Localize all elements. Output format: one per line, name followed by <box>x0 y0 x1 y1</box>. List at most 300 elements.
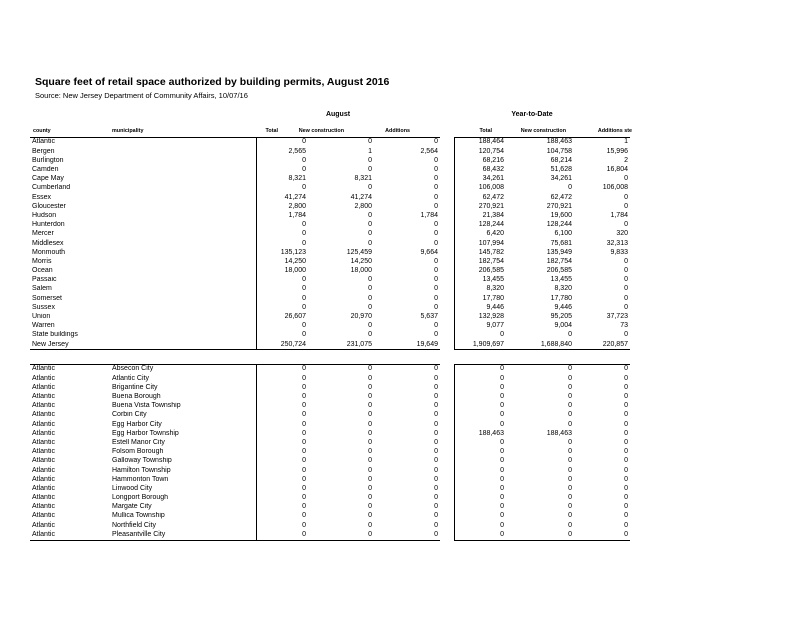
august-total-cell: 14,250 <box>284 257 306 265</box>
municipality-cell: Folsom Borough <box>110 448 256 457</box>
ytd-new-construction-cell: 135,949 <box>546 248 572 256</box>
county-row <box>30 138 630 148</box>
municipality-table <box>30 364 630 541</box>
ytd-total-cell: 0 <box>454 503 506 512</box>
county-cell: Gloucester <box>32 202 66 210</box>
county-cell: Atlantic <box>32 521 55 529</box>
ytd-total-cell: 21,384 <box>454 212 506 221</box>
august-total-cell: 0 <box>302 411 306 419</box>
municipality-row <box>30 365 630 375</box>
county-cell: Salem <box>32 285 52 293</box>
county-cell: Atlantic <box>32 448 55 456</box>
municipality-cell <box>110 257 256 266</box>
ytd-total-cell: 34,261 <box>454 175 506 184</box>
august-new-construction-cell: 0 <box>368 521 372 529</box>
ytd-new-construction-cell: 0 <box>568 484 572 492</box>
municipality-row <box>30 448 630 457</box>
ytd-additions-cell: 73 <box>620 322 628 330</box>
report-title: Square feet of retail space authorized by building permits, August 2016 <box>35 76 390 88</box>
county-cell: Bergen <box>32 147 55 155</box>
column-gap <box>440 156 454 165</box>
august-total-cell: 0 <box>302 239 306 247</box>
ytd-additions-cell: 0 <box>624 429 628 437</box>
august-new-construction-cell: 0 <box>368 184 372 192</box>
county-cell: Union <box>32 313 51 321</box>
ytd-additions-cell: 0 <box>624 193 628 201</box>
august-new-construction-cell: 0 <box>368 457 372 465</box>
county-cell: Hunterdon <box>32 221 65 229</box>
municipality-row <box>30 393 630 402</box>
august-additions-cell: 0 <box>434 429 438 437</box>
august-total-cell: 0 <box>302 420 306 428</box>
august-new-construction-cell: 0 <box>368 221 372 229</box>
ytd-total-cell: 145,782 <box>454 248 506 257</box>
august-total-cell: 0 <box>302 156 306 164</box>
ytd-total-cell: 0 <box>454 484 506 493</box>
ytd-new-construction-cell: 17,780 <box>550 294 572 302</box>
municipality-cell <box>110 313 256 322</box>
ytd-total-cell: 13,455 <box>454 276 506 285</box>
august-total-cell: 0 <box>302 184 306 192</box>
county-cell: Atlantic <box>32 475 55 483</box>
municipality-row <box>30 512 630 521</box>
ytd-new-construction-cell: 128,244 <box>546 221 572 229</box>
august-new-construction-cell: 0 <box>368 420 372 428</box>
august-additions-cell: 0 <box>434 411 438 419</box>
county-cell: Atlantic <box>32 374 55 382</box>
ytd-new-construction-cell: 0 <box>568 466 572 474</box>
ytd-additions-cell: 0 <box>574 530 630 540</box>
august-additions-cell: 19,649 <box>374 340 440 350</box>
municipality-cell: Longport Borough <box>110 494 256 503</box>
county-cell: Atlantic <box>32 429 55 437</box>
august-new-construction-cell: 0 <box>308 138 374 148</box>
municipality-cell <box>110 212 256 221</box>
ytd-new-construction-cell: 0 <box>568 374 572 382</box>
column-gap <box>440 512 454 521</box>
august-total-cell: 0 <box>302 438 306 446</box>
ytd-total-cell: 0 <box>454 512 506 521</box>
august-total-cell: 0 <box>302 521 306 529</box>
column-gap <box>440 530 454 540</box>
ytd-total-cell: 0 <box>454 374 506 383</box>
august-total-cell: 0 <box>302 331 306 339</box>
ytd-additions-cell: 320 <box>616 230 628 238</box>
column-gap <box>440 212 454 221</box>
august-new-construction-cell: 0 <box>368 230 372 238</box>
august-total-cell: 0 <box>256 138 308 148</box>
august-new-construction-cell: 125,459 <box>346 248 372 256</box>
august-total-cell: 8,321 <box>288 175 306 183</box>
county-cell: Atlantic <box>32 512 55 520</box>
county-cell: Passaic <box>32 276 57 284</box>
august-total-cell: 0 <box>302 466 306 474</box>
ytd-additions-cell: 0 <box>624 221 628 229</box>
column-gap <box>440 503 454 512</box>
ytd-total-cell: 9,446 <box>454 303 506 312</box>
column-gap <box>440 494 454 503</box>
column-gap <box>440 285 454 294</box>
municipality-cell: Buena Borough <box>110 393 256 402</box>
august-new-construction-cell: 0 <box>368 303 372 311</box>
ytd-total-cell: 6,420 <box>454 230 506 239</box>
ytd-new-construction-cell: 104,758 <box>546 147 572 155</box>
column-gap <box>440 276 454 285</box>
august-new-construction-cell: 2,800 <box>354 202 372 210</box>
municipality-row <box>30 503 630 512</box>
column-gap <box>440 166 454 175</box>
august-total-cell: 0 <box>302 374 306 382</box>
ytd-new-construction-cell: 75,681 <box>550 239 572 247</box>
ytd-total-cell: 0 <box>454 466 506 475</box>
august-additions-cell: 0 <box>434 230 438 238</box>
august-total-cell: 0 <box>302 475 306 483</box>
column-header-ytd-new-construction: New construction <box>520 128 566 134</box>
county-table-body <box>30 138 630 350</box>
august-new-construction-cell: 20,970 <box>350 313 372 321</box>
county-cell: Atlantic <box>32 383 55 391</box>
ytd-new-construction-cell: 8,320 <box>554 285 572 293</box>
august-new-construction-cell: 0 <box>368 156 372 164</box>
municipality-cell <box>110 331 256 340</box>
municipality-row <box>30 484 630 493</box>
ytd-total-cell: 270,921 <box>454 202 506 211</box>
august-additions-cell: 0 <box>434 374 438 382</box>
ytd-additions-cell: 9,833 <box>610 248 628 256</box>
column-gap <box>440 313 454 322</box>
august-new-construction-cell: 0 <box>368 331 372 339</box>
august-total-cell: 0 <box>302 448 306 456</box>
ytd-additions-cell: 15,996 <box>606 147 628 155</box>
column-gap <box>440 365 454 375</box>
ytd-new-construction-cell: 0 <box>568 402 572 410</box>
august-new-construction-cell: 231,075 <box>308 340 374 350</box>
august-total-cell: 0 <box>302 484 306 492</box>
ytd-total-cell: 0 <box>454 420 506 429</box>
municipality-cell: Pleasantville City <box>110 530 256 540</box>
municipality-cell <box>110 276 256 285</box>
municipality-cell <box>110 340 256 350</box>
municipality-cell <box>110 285 256 294</box>
ytd-new-construction-cell: 0 <box>568 331 572 339</box>
county-row <box>30 230 630 239</box>
ytd-new-construction-cell: 9,446 <box>554 303 572 311</box>
county-cell: Atlantic <box>32 402 55 410</box>
municipality-cell: Atlantic City <box>110 374 256 383</box>
column-gap <box>440 257 454 266</box>
ytd-total-cell: 206,585 <box>454 267 506 276</box>
august-new-construction-cell: 0 <box>308 365 374 375</box>
ytd-new-construction-cell: 206,585 <box>546 267 572 275</box>
column-gap <box>440 411 454 420</box>
municipality-row <box>30 429 630 438</box>
column-gap <box>440 184 454 193</box>
ytd-additions-cell: 0 <box>624 402 628 410</box>
august-new-construction-cell: 0 <box>368 466 372 474</box>
municipality-cell: Northfield City <box>110 521 256 530</box>
august-total-cell: 0 <box>302 512 306 520</box>
august-total-cell: 0 <box>302 402 306 410</box>
august-total-cell: 250,724 <box>256 340 308 350</box>
ytd-total-cell: 17,780 <box>454 294 506 303</box>
municipality-cell: Mullica Township <box>110 512 256 521</box>
august-additions-cell: 0 <box>434 156 438 164</box>
august-new-construction-cell: 0 <box>368 475 372 483</box>
ytd-new-construction-cell: 34,261 <box>550 175 572 183</box>
august-new-construction-cell: 0 <box>368 211 372 219</box>
column-gap <box>440 420 454 429</box>
ytd-additions-cell: 32,313 <box>606 239 628 247</box>
ytd-total-cell: 0 <box>454 411 506 420</box>
august-new-construction-cell: 14,250 <box>350 257 372 265</box>
column-header-august-additions: Additions <box>385 128 410 134</box>
august-new-construction-cell: 0 <box>368 374 372 382</box>
ytd-additions-cell: 0 <box>624 383 628 391</box>
column-gap <box>440 457 454 466</box>
ytd-new-construction-cell: 9,004 <box>554 322 572 330</box>
ytd-new-construction-cell: 0 <box>568 411 572 419</box>
column-gap <box>440 402 454 411</box>
august-new-construction-cell: 1 <box>368 147 372 155</box>
county-row <box>30 340 630 350</box>
august-total-cell: 0 <box>302 393 306 401</box>
ytd-additions-cell: 0 <box>624 285 628 293</box>
column-gap <box>440 138 454 148</box>
ytd-additions-cell: 0 <box>574 365 630 375</box>
ytd-additions-cell: 0 <box>624 448 628 456</box>
ytd-total-cell: 0 <box>454 448 506 457</box>
august-total-cell: 0 <box>302 503 306 511</box>
ytd-total-cell: 9,077 <box>454 322 506 331</box>
ytd-total-cell: 0 <box>454 365 506 375</box>
group-header-august: August <box>325 111 351 118</box>
august-additions-cell: 0 <box>434 285 438 293</box>
county-cell: Morris <box>32 257 52 265</box>
report-source: Source: New Jersey Department of Community Affairs, 10/07/16 <box>35 91 248 100</box>
ytd-new-construction-cell: 95,205 <box>550 313 572 321</box>
municipality-cell: Hammonton Town <box>110 475 256 484</box>
ytd-additions-cell: 1 <box>574 138 630 148</box>
ytd-total-cell: 182,754 <box>454 257 506 266</box>
august-total-cell: 2,800 <box>288 202 306 210</box>
column-gap <box>440 466 454 475</box>
august-additions-cell: 0 <box>434 294 438 302</box>
county-row <box>30 285 630 294</box>
august-additions-cell: 0 <box>434 166 438 174</box>
municipality-row <box>30 530 630 540</box>
county-cell: Atlantic <box>32 466 55 474</box>
august-new-construction-cell: 18,000 <box>350 267 372 275</box>
ytd-additions-cell: 0 <box>624 503 628 511</box>
column-gap <box>440 239 454 248</box>
ytd-additions-cell: 16,804 <box>606 166 628 174</box>
county-row <box>30 313 630 322</box>
county-cell: Essex <box>32 193 52 201</box>
august-new-construction-cell: 0 <box>368 393 372 401</box>
august-additions-cell: 0 <box>434 393 438 401</box>
august-new-construction-cell: 0 <box>368 429 372 437</box>
august-total-cell: 0 <box>302 166 306 174</box>
ytd-new-construction-cell: 0 <box>568 393 572 401</box>
county-row <box>30 267 630 276</box>
county-cell: Burlington <box>32 156 64 164</box>
ytd-additions-cell: 0 <box>624 438 628 446</box>
municipality-row <box>30 374 630 383</box>
ytd-total-cell: 0 <box>454 457 506 466</box>
august-total-cell: 0 <box>302 429 306 437</box>
column-gap <box>440 340 454 350</box>
ytd-additions-cell: 0 <box>624 374 628 382</box>
municipality-cell: Galloway Township <box>110 457 256 466</box>
municipality-cell <box>110 166 256 175</box>
ytd-new-construction-cell: 0 <box>568 383 572 391</box>
ytd-new-construction-cell: 0 <box>506 530 574 540</box>
municipality-cell <box>110 239 256 248</box>
ytd-new-construction-cell: 0 <box>568 448 572 456</box>
august-new-construction-cell: 0 <box>368 438 372 446</box>
county-cell: Atlantic <box>32 411 55 419</box>
ytd-additions-cell: 0 <box>624 303 628 311</box>
august-new-construction-cell: 0 <box>368 512 372 520</box>
august-total-cell: 0 <box>302 276 306 284</box>
county-cell: Atlantic <box>32 484 55 492</box>
municipality-row <box>30 383 630 392</box>
column-gap <box>440 175 454 184</box>
column-gap <box>440 147 454 156</box>
county-row <box>30 202 630 211</box>
municipality-cell: Brigantine City <box>110 383 256 392</box>
ytd-new-construction-cell: 270,921 <box>546 202 572 210</box>
ytd-additions-cell: 0 <box>624 494 628 502</box>
county-cell: Atlantic <box>32 420 55 428</box>
municipality-cell <box>110 322 256 331</box>
county-cell: Atlantic <box>32 438 55 446</box>
municipality-row <box>30 411 630 420</box>
ytd-total-cell: 0 <box>454 402 506 411</box>
ytd-new-construction-cell: 1,688,840 <box>506 340 574 350</box>
column-gap <box>440 267 454 276</box>
august-additions-cell: 0 <box>434 175 438 183</box>
column-gap <box>440 221 454 230</box>
ytd-total-cell: 106,008 <box>454 184 506 193</box>
county-cell: Atlantic <box>30 138 110 148</box>
county-cell: Ocean <box>32 267 53 275</box>
august-new-construction-cell: 0 <box>368 411 372 419</box>
august-additions-cell: 0 <box>434 383 438 391</box>
august-total-cell: 0 <box>302 457 306 465</box>
county-row <box>30 221 630 230</box>
ytd-additions-cell: 0 <box>624 331 628 339</box>
county-cell: Atlantic <box>32 494 55 502</box>
column-gap <box>440 193 454 202</box>
municipality-cell <box>110 202 256 211</box>
august-additions-cell: 0 <box>434 420 438 428</box>
municipality-cell: Egg Harbor City <box>110 420 256 429</box>
municipality-row <box>30 439 630 448</box>
august-total-cell: 0 <box>256 365 308 375</box>
column-gap <box>440 374 454 383</box>
ytd-total-cell: 0 <box>454 530 506 540</box>
ytd-new-construction-cell: 62,472 <box>550 193 572 201</box>
august-additions-cell: 5,637 <box>420 313 438 321</box>
ytd-new-construction-cell: 19,600 <box>550 211 572 219</box>
ytd-additions-cell: 0 <box>624 521 628 529</box>
august-additions-cell: 0 <box>434 484 438 492</box>
august-additions-cell: 0 <box>434 521 438 529</box>
ytd-additions-cell: 0 <box>624 257 628 265</box>
ytd-new-construction-cell: 0 <box>568 521 572 529</box>
ytd-new-construction-cell: 0 <box>568 494 572 502</box>
august-additions-cell: 0 <box>434 303 438 311</box>
august-additions-cell: 0 <box>434 239 438 247</box>
august-new-construction-cell: 8,321 <box>354 175 372 183</box>
ytd-new-construction-cell: 182,754 <box>546 257 572 265</box>
county-cell: Atlantic <box>30 530 110 540</box>
column-gap <box>440 383 454 392</box>
ytd-new-construction-cell: 0 <box>568 184 572 192</box>
column-gap <box>440 294 454 303</box>
august-new-construction-cell: 0 <box>368 448 372 456</box>
column-gap <box>440 429 454 438</box>
municipality-row <box>30 402 630 411</box>
ytd-additions-cell: 2 <box>624 156 628 164</box>
august-total-cell: 0 <box>302 285 306 293</box>
ytd-additions-cell: 0 <box>624 202 628 210</box>
municipality-cell: Hamilton Township <box>110 466 256 475</box>
ytd-total-cell: 68,432 <box>454 166 506 175</box>
column-header-august-total: Total <box>265 128 278 134</box>
county-cell: Somerset <box>32 294 62 302</box>
municipality-cell: Absecon City <box>110 365 256 375</box>
august-additions-cell: 0 <box>434 257 438 265</box>
august-new-construction-cell: 0 <box>368 294 372 302</box>
county-row <box>30 193 630 202</box>
column-header-ytd-additions: Additions ste <box>597 128 632 134</box>
ytd-total-cell: 0 <box>454 521 506 530</box>
municipality-cell <box>110 156 256 165</box>
column-gap <box>440 475 454 484</box>
ytd-total-cell: 132,928 <box>454 313 506 322</box>
august-additions-cell: 0 <box>434 331 438 339</box>
municipality-row <box>30 420 630 429</box>
ytd-new-construction-cell: 188,463 <box>506 138 574 148</box>
august-new-construction-cell: 41,274 <box>350 193 372 201</box>
municipality-table-body <box>30 365 630 541</box>
county-row <box>30 239 630 248</box>
ytd-additions-cell: 0 <box>624 393 628 401</box>
august-new-construction-cell: 0 <box>368 166 372 174</box>
august-additions-cell: 0 <box>434 193 438 201</box>
county-cell: Atlantic <box>32 457 55 465</box>
column-gap <box>440 303 454 312</box>
ytd-additions-cell: 0 <box>624 475 628 483</box>
august-total-cell: 0 <box>256 530 308 540</box>
municipality-cell <box>110 248 256 257</box>
county-cell: Camden <box>32 166 59 174</box>
ytd-new-construction-cell: 188,463 <box>546 429 572 437</box>
county-cell: Warren <box>32 322 55 330</box>
municipality-row <box>30 466 630 475</box>
column-header-ytd-total: Total <box>479 128 492 134</box>
municipality-cell: Linwood City <box>110 484 256 493</box>
august-additions-cell: 0 <box>374 365 440 375</box>
august-additions-cell: 0 <box>434 512 438 520</box>
ytd-new-construction-cell: 0 <box>568 475 572 483</box>
august-additions-cell: 0 <box>434 402 438 410</box>
august-new-construction-cell: 0 <box>368 484 372 492</box>
column-gap <box>440 439 454 448</box>
municipality-cell <box>110 184 256 193</box>
